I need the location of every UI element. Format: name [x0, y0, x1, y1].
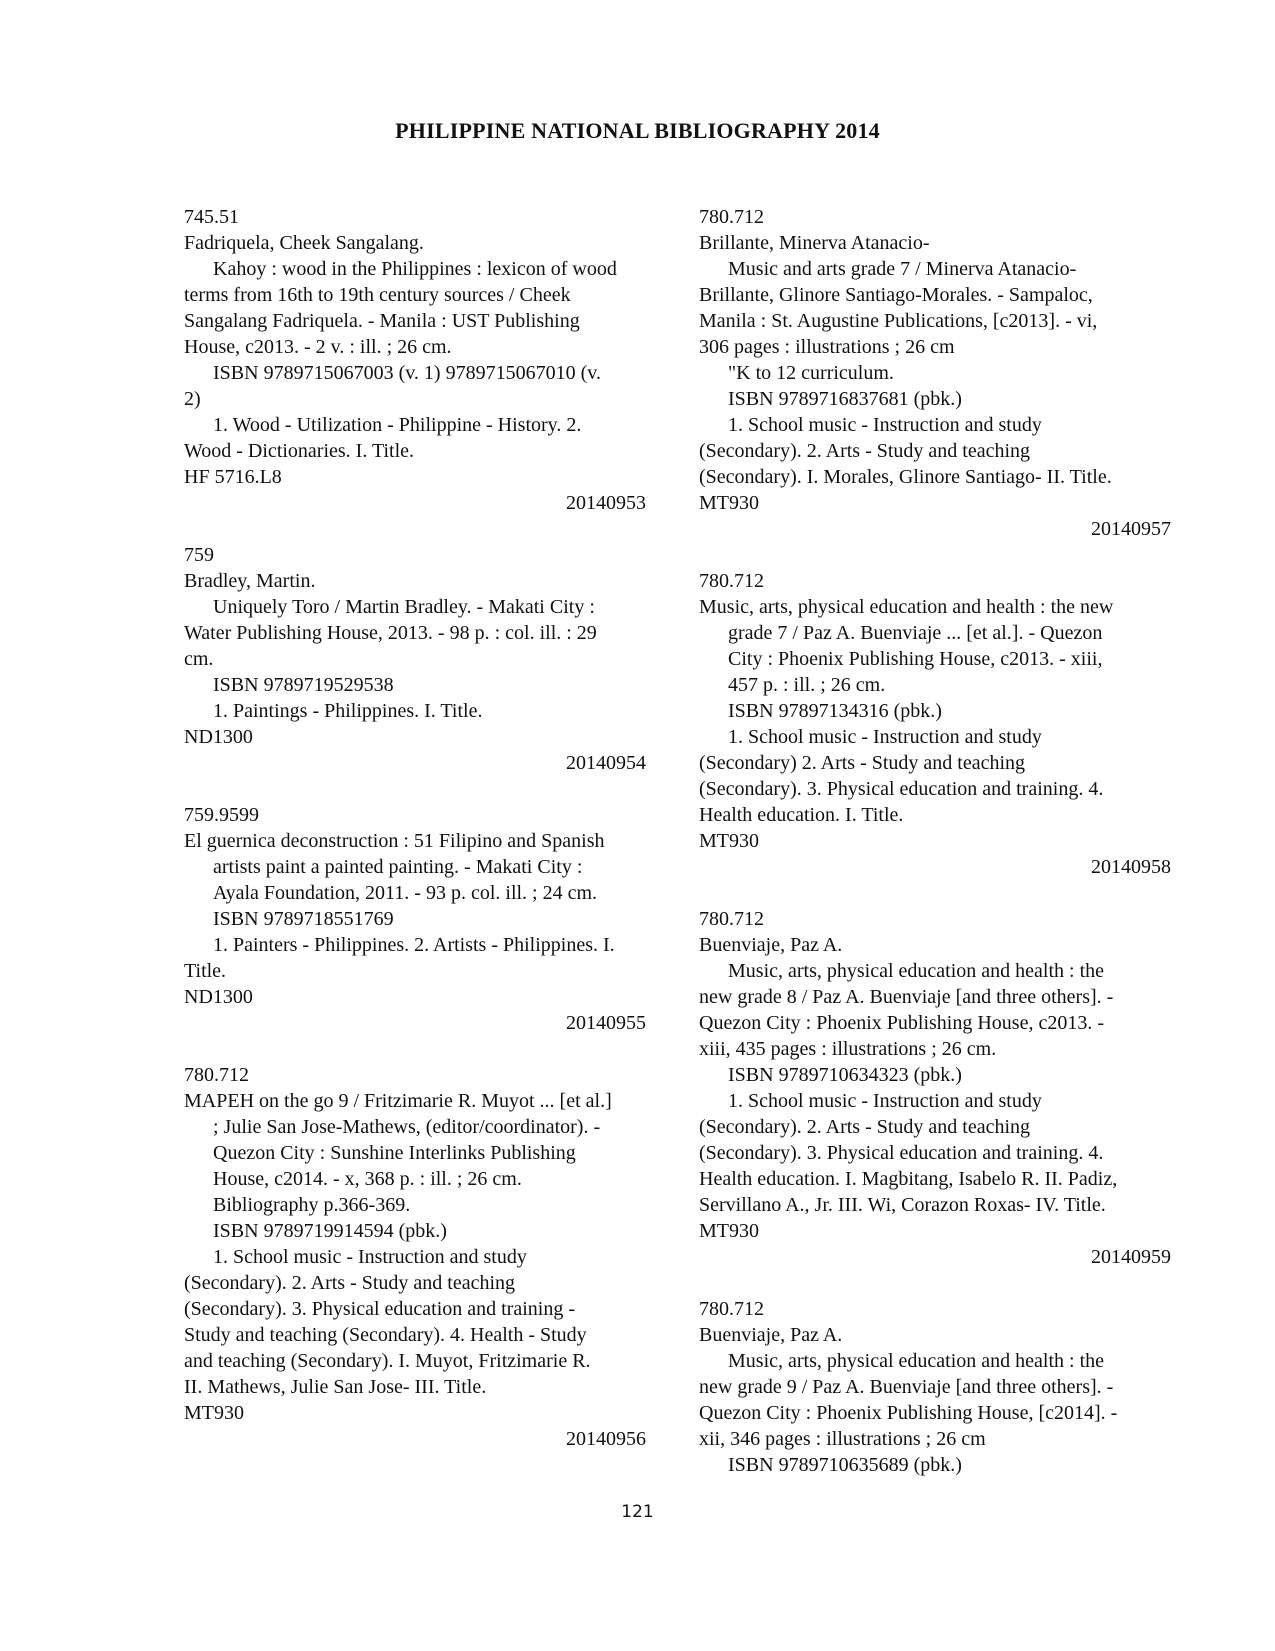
entry-line: Brillante, Minerva Atanacio- — [699, 232, 930, 254]
call-number: 780.712 — [184, 1064, 249, 1086]
entry-line: 2) — [184, 388, 201, 410]
entry-number: 20140955 — [566, 1012, 646, 1034]
bibliography-entry — [699, 568, 1179, 880]
call-number: 759 — [184, 544, 214, 566]
entry-line: (Secondary). I. Morales, Glinore Santiago- II. Title. — [699, 466, 1112, 488]
entry-number: 20140953 — [566, 492, 646, 514]
entry-line: Servillano A., Jr. III. Wi, Corazon Roxas- IV. Title. — [699, 1194, 1106, 1216]
bibliography-entry — [699, 1296, 1179, 1478]
entry-line: (Secondary). 3. Physical education and training - — [184, 1298, 575, 1320]
entry-line: Water Publishing House, 2013. - 98 p. : col. ill. : 29 — [184, 622, 597, 644]
bibliography-entry — [699, 204, 1179, 542]
entry-line: cm. — [184, 648, 214, 670]
entry-line: Bibliography p.366-369. — [213, 1194, 411, 1216]
entry-line: new grade 8 / Paz A. Buenviaje [and three others]. - — [699, 986, 1114, 1008]
entry-line: grade 7 / Paz A. Buenviaje ... [et al.]. - Quezon — [728, 622, 1103, 644]
entry-line: (Secondary). 3. Physical education and training. 4. — [699, 778, 1104, 800]
entry-line: Ayala Foundation, 2011. - 93 p. col. ill. ; 24 cm. — [213, 882, 598, 904]
entry-line: ND1300 — [184, 726, 253, 748]
call-number: 780.712 — [699, 908, 764, 930]
entry-line: 1. Wood - Utilization - Philippine - History. 2. — [213, 414, 582, 436]
entry-line: 1. Painters - Philippines. 2. Artists - Philippines. I. — [213, 934, 615, 956]
bibliography-entry — [184, 1062, 654, 1452]
entry-line: Fadriquela, Cheek Sangalang. — [184, 232, 424, 254]
entry-line: ISBN 9789716837681 (pbk.) — [728, 388, 962, 410]
entry-line: ; Julie San Jose-Mathews, (editor/coordinator). - — [213, 1116, 601, 1138]
entry-line: HF 5716.L8 — [184, 466, 282, 488]
entry-line: II. Mathews, Julie San Jose- III. Title. — [184, 1376, 487, 1398]
bibliography-entry — [184, 204, 654, 516]
entry-line: MT930 — [699, 830, 759, 852]
entry-line: Title. — [184, 960, 227, 982]
entry-line: (Secondary) 2. Arts - Study and teaching — [699, 752, 1026, 774]
entry-line: 1. School music - Instruction and study — [728, 726, 1042, 748]
entry-line: ISBN 9789710635689 (pbk.) — [728, 1454, 962, 1476]
entry-number: 20140956 — [566, 1428, 646, 1450]
bibliography-entry — [184, 802, 654, 1036]
entry-line: ISBN 9789710634323 (pbk.) — [728, 1064, 962, 1086]
entry-line: Uniquely Toro / Martin Bradley. - Makati City : — [213, 596, 595, 618]
entry-line: Quezon City : Phoenix Publishing House, c2013. - — [699, 1012, 1104, 1034]
entry-line: ISBN 9789719914594 (pbk.) — [213, 1220, 447, 1242]
right-column — [699, 204, 1179, 1504]
entry-line: Music, arts, physical education and health : the — [728, 1350, 1105, 1372]
entry-line: 1. School music - Instruction and study — [728, 1090, 1042, 1112]
entry-line: xiii, 435 pages : illustrations ; 26 cm. — [699, 1038, 997, 1060]
bibliography-entry — [699, 906, 1179, 1270]
page-number: 121 — [621, 1502, 654, 1522]
entry-line: Bradley, Martin. — [184, 570, 316, 592]
entry-line: House, c2013. - 2 v. : ill. ; 26 cm. — [184, 336, 452, 358]
entry-line: "K to 12 curriculum. — [728, 362, 894, 384]
entry-line: Quezon City : Phoenix Publishing House, [c2014]. - — [699, 1402, 1118, 1424]
entry-line: Brillante, Glinore Santiago-Morales. - Sampaloc, — [699, 284, 1093, 306]
entry-line: City : Phoenix Publishing House, c2013. - xiii, — [728, 648, 1103, 670]
entry-line: MT930 — [184, 1402, 244, 1424]
entry-line: Music, arts, physical education and health : the new — [699, 596, 1114, 618]
call-number: 759.9599 — [184, 804, 259, 826]
entry-line: (Secondary). 2. Arts - Study and teaching — [699, 440, 1031, 462]
entry-line: ND1300 — [184, 986, 253, 1008]
entry-line: Sangalang Fadriquela. - Manila : UST Publishing — [184, 310, 580, 332]
entry-line: Buenviaje, Paz A. — [699, 934, 843, 956]
entry-line: 1. School music - Instruction and study — [213, 1246, 527, 1268]
entry-line: House, c2014. - x, 368 p. : ill. ; 26 cm. — [213, 1168, 522, 1190]
entry-line: (Secondary). 2. Arts - Study and teaching — [699, 1116, 1031, 1138]
entry-line: Kahoy : wood in the Philippines : lexicon of wood — [213, 258, 617, 280]
entry-line: El guernica deconstruction : 51 Filipino and Spanish — [184, 830, 605, 852]
entry-line: 457 p. : ill. ; 26 cm. — [728, 674, 886, 696]
entry-line: Health education. I. Title. — [699, 804, 904, 826]
bibliography-entry — [184, 542, 654, 776]
entry-line: ISBN 97897134316 (pbk.) — [728, 700, 942, 722]
entry-number: 20140959 — [1091, 1246, 1171, 1268]
left-column — [184, 204, 654, 1478]
entry-line: and teaching (Secondary). I. Muyot, Fritzimarie R. — [184, 1350, 591, 1372]
entry-line: new grade 9 / Paz A. Buenviaje [and three others]. - — [699, 1376, 1114, 1398]
entry-line: ISBN 9789719529538 — [213, 674, 394, 696]
entry-line: xii, 346 pages : illustrations ; 26 cm — [699, 1428, 986, 1450]
entry-line: MT930 — [699, 492, 759, 514]
call-number: 780.712 — [699, 1298, 764, 1320]
entry-line: Manila : St. Augustine Publications, [c2013]. - vi, — [699, 310, 1098, 332]
entry-line: ISBN 9789715067003 (v. 1) 9789715067010 (v. — [213, 362, 601, 384]
entry-line: 1. School music - Instruction and study — [728, 414, 1042, 436]
entry-number: 20140954 — [566, 752, 646, 774]
entry-line: Quezon City : Sunshine Interlinks Publishing — [213, 1142, 576, 1164]
entry-line: Music and arts grade 7 / Minerva Atanacio- — [728, 258, 1077, 280]
call-number: 780.712 — [699, 206, 764, 228]
entry-line: Buenviaje, Paz A. — [699, 1324, 843, 1346]
entry-line: 306 pages : illustrations ; 26 cm — [699, 336, 955, 358]
entry-line: Wood - Dictionaries. I. Title. — [184, 440, 415, 462]
entry-line: ISBN 9789718551769 — [213, 908, 394, 930]
entry-line: (Secondary). 2. Arts - Study and teaching — [184, 1272, 516, 1294]
entry-line: artists paint a painted painting. - Makati City : — [213, 856, 583, 878]
call-number: 780.712 — [699, 570, 764, 592]
entry-line: 1. Paintings - Philippines. I. Title. — [213, 700, 483, 722]
entry-number: 20140957 — [1091, 518, 1171, 540]
entry-line: Health education. I. Magbitang, Isabelo R. II. Padiz, — [699, 1168, 1118, 1190]
entry-line: (Secondary). 3. Physical education and training. 4. — [699, 1142, 1104, 1164]
entry-line: MAPEH on the go 9 / Fritzimarie R. Muyot ... [et al.] — [184, 1090, 612, 1112]
entry-line: Music, arts, physical education and health : the — [728, 960, 1105, 982]
entry-line: terms from 16th to 19th century sources / Cheek — [184, 284, 571, 306]
entry-line: MT930 — [699, 1220, 759, 1242]
entry-line: Study and teaching (Secondary). 4. Health - Study — [184, 1324, 587, 1346]
entry-number: 20140958 — [1091, 856, 1171, 878]
page-title: PHILIPPINE NATIONAL BIBLIOGRAPHY 2014 — [395, 118, 880, 143]
call-number: 745.51 — [184, 206, 239, 228]
